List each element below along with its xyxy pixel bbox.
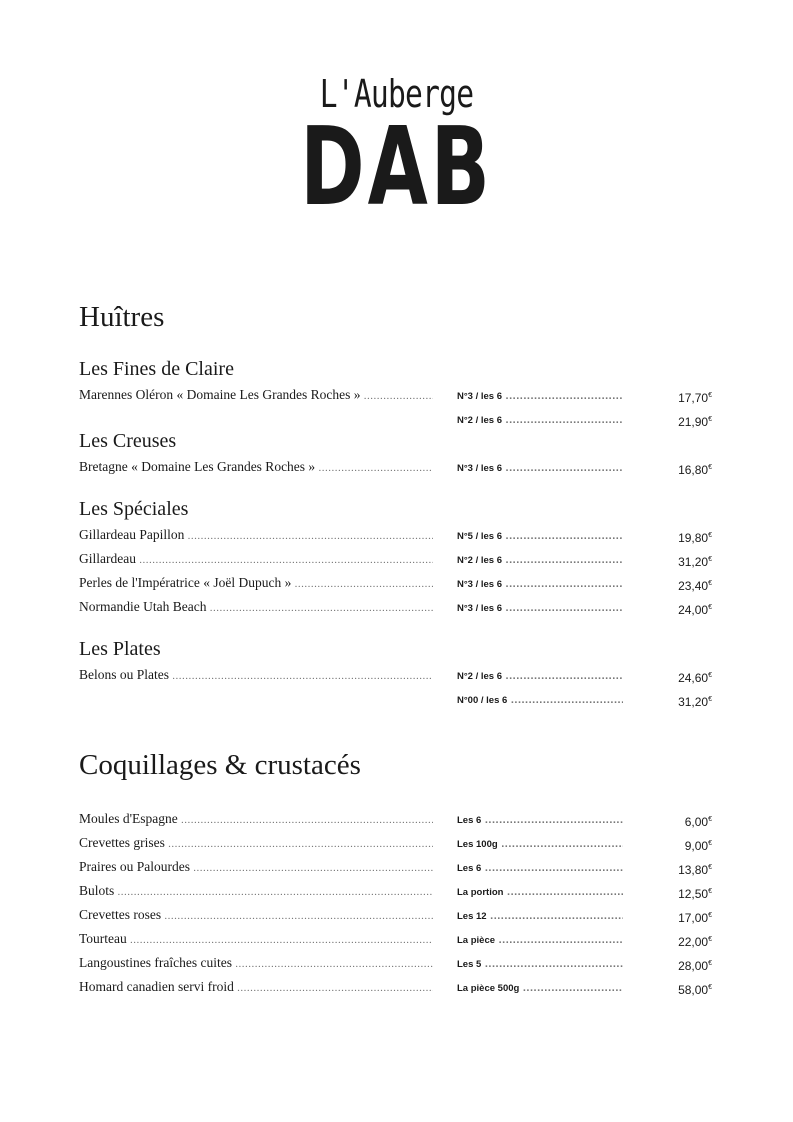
item-name: Perles de l'Impératrice « Joël Dupuch » ..... <box>79 573 433 593</box>
item-price: 22,00€ <box>678 935 712 949</box>
menu-row <box>79 573 715 593</box>
item-name: Normandie Utah Beach ..... <box>79 597 433 617</box>
currency-symbol: € <box>708 392 712 399</box>
currency-symbol: € <box>708 984 712 991</box>
item-quantity: La portion ..... <box>457 883 623 901</box>
item-name: Moules d'Espagne ..... <box>79 809 433 829</box>
item-price: 6,00€ <box>684 815 712 829</box>
menu-row <box>79 409 715 429</box>
item-price: 9,00€ <box>684 839 712 853</box>
restaurant-logo <box>0 72 793 230</box>
menu-row <box>79 457 715 477</box>
item-quantity: N°00 / les 6 ..... <box>457 691 623 709</box>
item-price: 21,90€ <box>678 415 712 429</box>
menu-row <box>79 929 715 949</box>
currency-symbol: € <box>708 888 712 895</box>
currency-symbol: € <box>708 696 712 703</box>
item-price: 19,80€ <box>678 531 712 545</box>
group-title-fines-de-claire: Les Fines de Claire <box>79 358 234 380</box>
item-price: 24,60€ <box>678 671 712 685</box>
item-name: Tourteau ..... <box>79 929 433 949</box>
item-price: 24,00€ <box>678 603 712 617</box>
item-quantity: N°5 / les 6 ..... <box>457 527 623 545</box>
menu-row <box>79 689 715 709</box>
item-name: Belons ou Plates ..... <box>79 665 433 685</box>
item-quantity: La pièce 500g ..... <box>457 979 623 997</box>
item-price: 17,70€ <box>678 391 712 405</box>
item-name: Marennes Oléron « Domaine Les Grandes Roches » ..... <box>79 385 433 405</box>
menu-row <box>79 881 715 901</box>
menu-row <box>79 953 715 973</box>
currency-symbol: € <box>708 912 712 919</box>
item-name: Langoustines fraîches cuites ..... <box>79 953 433 973</box>
item-quantity: N°3 / les 6 ..... <box>457 387 623 405</box>
currency-symbol: € <box>708 464 712 471</box>
item-price: 13,80€ <box>678 863 712 877</box>
group-title-plates: Les Plates <box>79 638 161 660</box>
currency-symbol: € <box>708 580 712 587</box>
item-name: Bretagne « Domaine Les Grandes Roches » ..... <box>79 457 433 477</box>
menu-row <box>79 549 715 569</box>
item-name: Gillardeau ..... <box>79 549 433 569</box>
currency-symbol: € <box>708 556 712 563</box>
item-price: 28,00€ <box>678 959 712 973</box>
item-name: Crevettes grises ..... <box>79 833 433 853</box>
item-name: Praires ou Palourdes ..... <box>79 857 433 877</box>
currency-symbol: € <box>708 960 712 967</box>
currency-symbol: € <box>708 416 712 423</box>
menu-row <box>79 665 715 685</box>
menu-row <box>79 977 715 997</box>
logo-line-2: DAB <box>300 105 493 230</box>
item-quantity: N°3 / les 6 ..... <box>457 459 623 477</box>
item-price: 58,00€ <box>678 983 712 997</box>
item-name: Homard canadien servi froid ..... <box>79 977 433 997</box>
item-name: Gillardeau Papillon ..... <box>79 525 433 545</box>
item-price: 12,50€ <box>678 887 712 901</box>
item-quantity: Les 5 ..... <box>457 955 623 973</box>
currency-symbol: € <box>708 816 712 823</box>
item-price: 31,20€ <box>678 555 712 569</box>
item-quantity: Les 6 ..... <box>457 811 623 829</box>
menu-row <box>79 809 715 829</box>
item-name: Bulots ..... <box>79 881 433 901</box>
currency-symbol: € <box>708 532 712 539</box>
menu-row <box>79 385 715 405</box>
item-price: 17,00€ <box>678 911 712 925</box>
item-quantity: N°3 / les 6 ..... <box>457 599 623 617</box>
item-price: 16,80€ <box>678 463 712 477</box>
group-title-creuses: Les Creuses <box>79 430 177 452</box>
currency-symbol: € <box>708 672 712 679</box>
item-quantity: N°2 / les 6 ..... <box>457 667 623 685</box>
item-quantity: La pièce ..... <box>457 931 623 949</box>
menu-row <box>79 857 715 877</box>
section-title-coquillages: Coquillages & crustacés <box>79 749 361 781</box>
menu-row <box>79 525 715 545</box>
currency-symbol: € <box>708 864 712 871</box>
item-name: Crevettes roses ..... <box>79 905 433 925</box>
item-quantity: N°2 / les 6 ..... <box>457 411 623 429</box>
section-title-huitres: Huîtres <box>79 301 165 333</box>
logo-line-1: L'Auberge <box>319 72 474 116</box>
currency-symbol: € <box>708 604 712 611</box>
item-price: 23,40€ <box>678 579 712 593</box>
item-price: 31,20€ <box>678 695 712 709</box>
item-quantity: Les 12 ..... <box>457 907 623 925</box>
menu-row <box>79 833 715 853</box>
menu-row <box>79 597 715 617</box>
item-quantity: N°2 / les 6 ..... <box>457 551 623 569</box>
item-quantity: Les 6 ..... <box>457 859 623 877</box>
item-quantity: Les 100g ..... <box>457 835 623 853</box>
currency-symbol: € <box>708 936 712 943</box>
menu-row <box>79 905 715 925</box>
currency-symbol: € <box>708 840 712 847</box>
group-title-speciales: Les Spéciales <box>79 498 189 520</box>
item-quantity: N°3 / les 6 ..... <box>457 575 623 593</box>
